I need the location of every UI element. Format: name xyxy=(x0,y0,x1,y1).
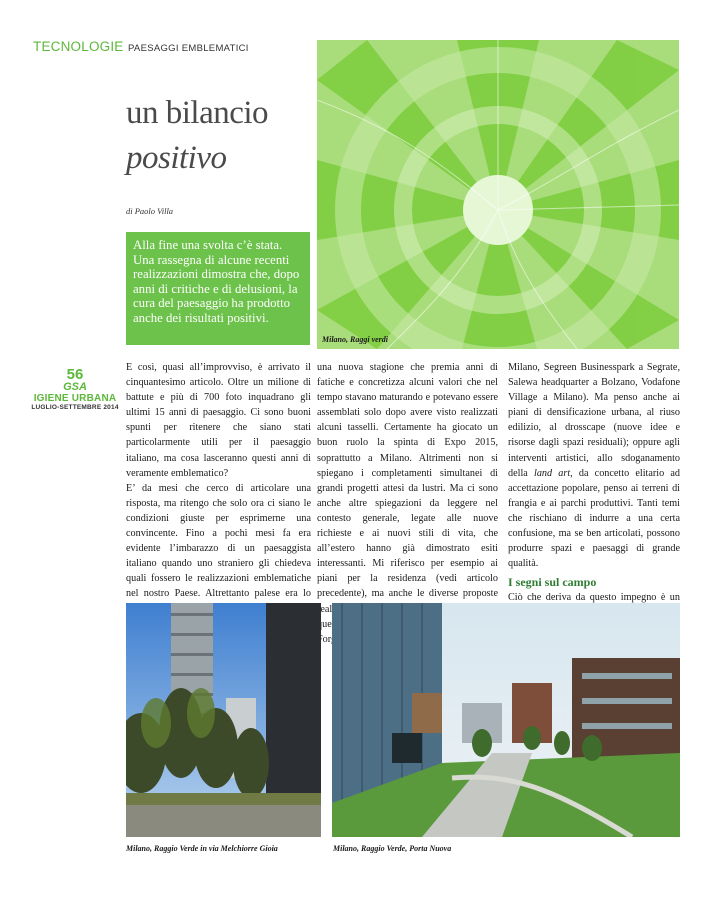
photo-caption: Milano, Raggio Verde in via Melchiorre Gioia xyxy=(126,844,278,853)
lead-box xyxy=(126,232,310,345)
magazine-name: IGIENE URBANA xyxy=(33,393,117,404)
photo-caption: Milano, Raggio Verde, Porta Nuova xyxy=(333,844,452,853)
section-label: TECNOLOGIE xyxy=(33,39,124,54)
paragraph: Ciò che deriva da questo impegno è un xyxy=(508,592,680,604)
photo-porta-nuova xyxy=(332,603,680,837)
lead-text: Alla fine una svolta c’è stata. Una rassegna di alcune recenti realizzazioni dimostra che, dopo anni di critiche e di delusioni, la cura del paesaggio ha prodotto anche dei risultati positivi. xyxy=(133,238,300,325)
subsection-label: PAESAGGI EMBLEMATICI xyxy=(128,43,249,54)
porta-nuova-park-photo xyxy=(332,603,680,837)
brand-logo: GSA xyxy=(63,381,87,393)
tower-trees-photo xyxy=(126,603,321,837)
emphasis: land art xyxy=(533,467,571,479)
paragraph: Milano, Segreen Businesspark a Segrate, Salewa headquarter a Bolzano, Vodafone Village a Milano). Ma penso anche ai piani di densificazione urbana, al riuso edilizio, al drosscape (nuove idee e risorse dagli spazi residuali); oppure agli interventi artistici, allo sdoganamento della land art, da concetto elitario ad accettazione popolare, penso ai terreni di frangia e ai parchi produttivi. Tanti temi che rischiano di indurre a una certa confusione, ma se ben articolati, possono produrre spazi e paesaggi di grande qualità. xyxy=(508,362,680,570)
hero-image xyxy=(317,40,679,349)
page-number: 56 xyxy=(66,366,84,383)
text-column-3 xyxy=(508,360,680,636)
photo-via-melchiorre-gioia xyxy=(126,603,321,837)
text-column-1 xyxy=(126,360,311,632)
author-byline: di Paolo Villa xyxy=(126,206,174,216)
paragraph: E’ da mesi che cerco di articolare una risposta, ma ritengo che solo ora ci siano le condizioni giuste per esprimerne una convincente. Fino a pochi mesi fa era evidente l’imbarazzo di un paesaggista italiano quando uno straniero gli chiedeva quali fossero le realizzazioni emblematiche nel nostro Paese. Altrettanto palese era lo xyxy=(126,482,311,600)
paragraph: E così, quasi all’improvviso, è arrivato il cinquantesimo articolo. Oltre un milione di battute e più di 700 foto inquadrano gli ultimi 15 anni di paesaggio. Ci sono buoni spunti per ritenere che siano stati particolarmente utili per il paesaggio italiano, ma cosa lasceranno questi anni di veramente emblematico? xyxy=(126,362,311,479)
article-title-italic: positivo xyxy=(126,140,227,176)
hero-caption: Milano, Raggi verdi xyxy=(322,335,389,344)
subheading: I segni sul campo xyxy=(508,575,597,590)
issue-badge xyxy=(28,367,122,412)
article-title: un bilancio xyxy=(126,95,269,131)
paragraph: una nuova stagione che premia anni di fatiche e concretizza alcuni valori che nel tempo stavano maturando e potevano essere assemblati solo dopo avere visto realizzati alcuni tasselli. Certamente ha giocato un buon ruolo la spinta di Expo 2015, soprattutto a Milano. Altrimenti non si spiegano i completamenti simultanei di grandi progetti attesi da lustri. Ma ci sono anche altre spiegazioni da leggere nel contesto generale, legate alle nuove richieste e ai nuovi stili di vita, che all’estero hanno già dimostrato esiti interessanti. Mi riferisco per esempio ai piani per la residenza (vedi articolo precedente), ma anche le diverse proposte quelle xyxy=(317,362,498,630)
issue-date: LUGLIO-SETTEMBRE 2014 xyxy=(31,404,119,411)
green-rays-map-illustration xyxy=(317,40,679,349)
